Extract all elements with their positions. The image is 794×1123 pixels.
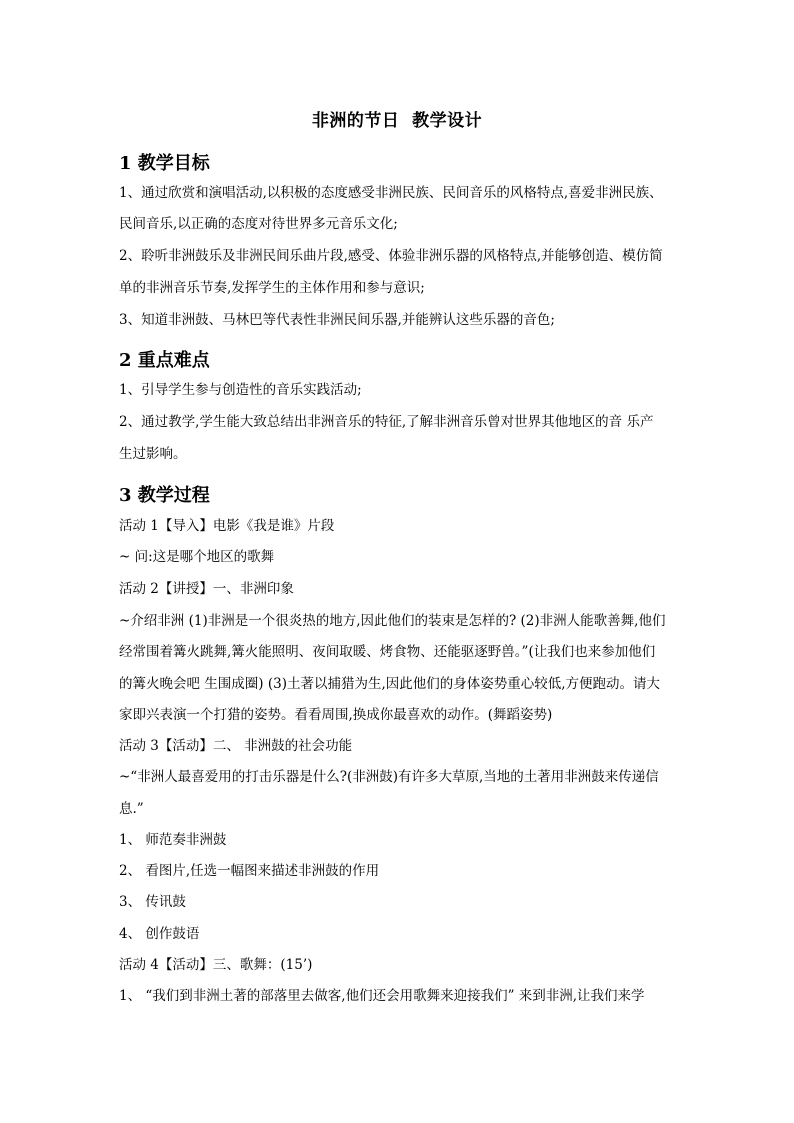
paragraph-line: 2、聆听非洲鼓乐及非洲民间乐曲片段,感受、体验非洲乐器的风格特点,并能够创造、模仿简	[119, 248, 663, 264]
paragraph-line: 活动 3【活动】二、 非洲鼓的社会功能	[119, 738, 353, 754]
paragraph-line: 经常围着篝火跳舞,篝火能照明、夜间取暖、烤食物、还能驱逐野兽。”(让我们也来参加他们	[119, 644, 656, 660]
paragraph-line: 1、 师范奏非洲鼓	[119, 832, 227, 848]
section-heading-objectives: 1 教学目标	[119, 153, 210, 174]
paragraph-line: 民间音乐,以正确的态度对待世界多元音乐文化;	[119, 216, 398, 232]
paragraph-line: 生过影响。	[119, 446, 187, 462]
paragraph-line: 活动 2【讲授】一、非洲印象	[119, 581, 294, 597]
paragraph-line: ~ 问:这是哪个地区的歌舞	[119, 549, 275, 565]
paragraph-line: 1、 “我们到非洲土著的部落里去做客,他们还会用歌舞来迎接我们” 来到非洲,让我们来学	[119, 988, 645, 1004]
section-heading-process: 3 教学过程	[119, 485, 210, 506]
paragraph-line: ~“非洲人最喜爱用的打击乐器是什么?(非洲鼓)有许多大草原,当地的土著用非洲鼓来传递信	[119, 769, 659, 785]
paragraph-line: 2、 看图片,任选一幅图来描述非洲鼓的作用	[119, 863, 380, 879]
paragraph-line: 息.”	[119, 801, 144, 817]
paragraph-line: 4、 创作鼓语	[119, 926, 200, 942]
section-heading-key-points: 2 重点难点	[119, 350, 210, 371]
document-title: 非洲的节日 教学设计	[311, 111, 483, 131]
paragraph-line: 3、 传讯鼓	[119, 894, 186, 910]
paragraph-line: 的篝火晚会吧 生围成圈) (3)土著以捕猎为生,因此他们的身体姿势重心较低,方便跑动。请大	[119, 676, 661, 692]
paragraph-line: 活动 1【导入】电影《我是谁》片段	[119, 518, 335, 534]
paragraph-line: 单的非洲音乐节奏,发挥学生的主体作用和参与意识;	[119, 280, 425, 296]
paragraph-line: 1、引导学生参与创造性的音乐实践活动;	[119, 382, 362, 398]
paragraph-line: 1、通过欣赏和演唱活动,以积极的态度感受非洲民族、民间音乐的风格特点,喜爱非洲民族、	[119, 185, 663, 201]
paragraph-line: 3、知道非洲鼓、马林巴等代表性非洲民间乐器,并能辨认这些乐器的音色;	[119, 312, 555, 328]
paragraph-line: ~介绍非洲 (1)非洲是一个很炎热的地方,因此他们的装束是怎样的? (2)非洲人能歌善舞,他们	[119, 613, 666, 629]
paragraph-line: 2、通过教学,学生能大致总结出非洲音乐的特征,了解非洲音乐曾对世界其他地区的音 乐产	[119, 414, 654, 430]
paragraph-line: 家即兴表演一个打猎的姿势。看看周围,换成你最喜欢的动作。(舞蹈姿势)	[119, 707, 553, 723]
paragraph-line: 活动 4【活动】三、歌舞：(15’)	[119, 957, 313, 973]
